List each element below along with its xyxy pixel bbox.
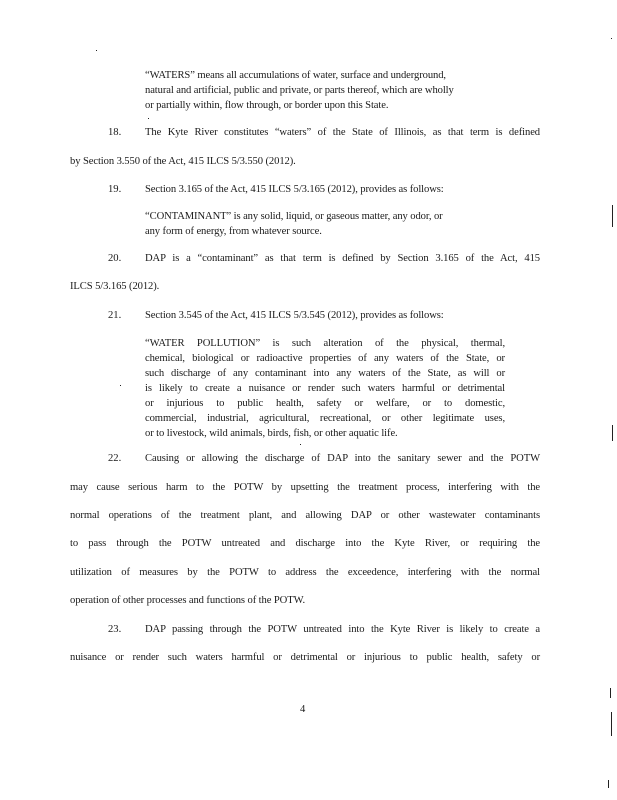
quote-line: such discharge of any contaminant into any waters of the State, as will or [145, 368, 505, 379]
paragraph-line: The Kyte River constitutes “waters” of the State of Illinois, as that term is defined [145, 127, 540, 138]
quote-line: commercial, industrial, agricultural, recreational, or other legitimate uses, [145, 413, 505, 424]
paragraph-line: to pass through the POTW untreated and discharge into the Kyte River, or requiring the [70, 538, 540, 549]
paragraph-number: 23. [108, 624, 122, 635]
scan-dust-speck [120, 385, 121, 386]
paragraph-line: may cause serious harm to the POTW by upsetting the treatment process, interfering with the [70, 482, 540, 493]
quote-line: any form of energy, from whatever source. [145, 226, 322, 237]
paragraph-number: 21. [108, 310, 122, 321]
scan-dust-speck [300, 444, 301, 445]
scan-margin-mark [608, 780, 609, 788]
page-number: 4 [300, 704, 306, 715]
quote-line: or to livestock, wild animals, birds, fish, or other aquatic life. [145, 428, 398, 439]
paragraph-line: by Section 3.550 of the Act, 415 ILCS 5/3.550 (2012). [70, 156, 296, 167]
scan-margin-mark [612, 425, 613, 441]
paragraph-number: 22. [108, 453, 122, 464]
scan-dust-speck [96, 50, 97, 51]
paragraph-line: ILCS 5/3.165 (2012). [70, 281, 160, 292]
paragraph-line: utilization of measures by the POTW to address the exceedence, interfering with the normal [70, 567, 540, 578]
paragraph-line: DAP is a “contaminant” as that term is defined by Section 3.165 of the Act, 415 [145, 253, 540, 264]
quote-line: “CONTAMINANT” is any solid, liquid, or gaseous matter, any odor, or [145, 211, 443, 222]
paragraph-line: operation of other processes and functions of the POTW. [70, 595, 306, 606]
quote-line: or injurious to public health, safety or welfare, or to domestic, [145, 398, 505, 409]
paragraph-line: DAP passing through the POTW untreated into the Kyte River is likely to create a [145, 624, 540, 635]
quote-line: is likely to create a nuisance or render such waters harmful or detrimental [145, 383, 505, 394]
paragraph-line: Section 3.165 of the Act, 415 ILCS 5/3.165 (2012), provides as follows: [145, 184, 444, 195]
paragraph-line: nuisance or render such waters harmful or detrimental or injurious to public health, safety or [70, 652, 540, 663]
scan-dust-speck [148, 118, 149, 119]
scan-margin-mark [612, 205, 613, 227]
quote-line: “WATER POLLUTION” is such alteration of the physical, thermal, [145, 338, 505, 349]
paragraph-line: Causing or allowing the discharge of DAP into the sanitary sewer and the POTW [145, 453, 540, 464]
quote-line: chemical, biological or radioactive properties of any waters of the State, or [145, 353, 505, 364]
scan-margin-mark [611, 712, 612, 736]
scan-margin-mark [610, 688, 611, 698]
scan-dust-speck [611, 38, 612, 39]
quote-line: “WATERS” means all accumulations of water, surface and underground, [145, 70, 446, 81]
paragraph-line: Section 3.545 of the Act, 415 ILCS 5/3.545 (2012), provides as follows: [145, 310, 444, 321]
paragraph-line: normal operations of the treatment plant, and allowing DAP or other wastewater contaminants [70, 510, 540, 521]
paragraph-number: 20. [108, 253, 122, 264]
quote-line: or partially within, flow through, or border upon this State. [145, 100, 389, 111]
quote-line: natural and artificial, public and private, or parts thereof, which are wholly [145, 85, 454, 96]
paragraph-number: 19. [108, 184, 122, 195]
paragraph-number: 18. [108, 127, 122, 138]
